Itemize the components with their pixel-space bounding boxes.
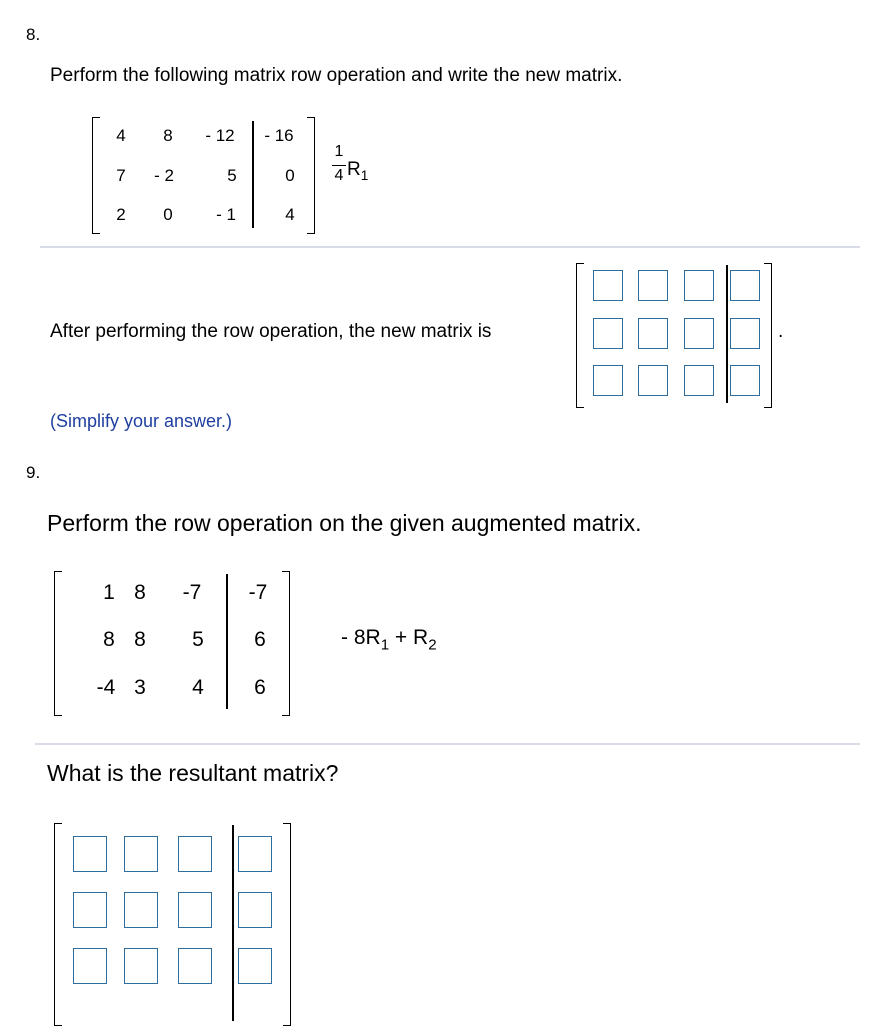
answer-input[interactable] <box>684 365 714 396</box>
divider <box>35 743 860 745</box>
answer-input[interactable] <box>73 948 107 984</box>
matrix-cell: -7 <box>248 581 268 604</box>
left-bracket <box>576 263 584 408</box>
augment-bar <box>232 825 234 1021</box>
matrix-cell: 5 <box>192 628 204 651</box>
question-8-number: 8. <box>26 25 41 44</box>
answer-input[interactable] <box>638 365 668 396</box>
answer-input[interactable] <box>238 948 272 984</box>
fraction-denominator: 4 <box>334 167 344 184</box>
answer-input[interactable] <box>593 365 623 396</box>
matrix-cell: 0 <box>163 205 173 224</box>
fraction-bar <box>332 165 346 166</box>
left-bracket <box>92 117 100 234</box>
left-bracket <box>54 823 62 1026</box>
question-9-answer-prompt: What is the resultant matrix? <box>47 760 339 786</box>
divider <box>40 246 860 248</box>
matrix-cell: 8 <box>163 126 173 145</box>
row-var: R <box>347 159 361 180</box>
matrix-cell: 2 <box>116 205 126 224</box>
answer-input[interactable] <box>638 318 668 349</box>
right-bracket <box>764 263 772 408</box>
row-op-term2: + R <box>389 626 429 649</box>
answer-input[interactable] <box>124 948 158 984</box>
row-op-sub2: 2 <box>428 636 437 654</box>
question-9-number: 9. <box>26 463 41 482</box>
augment-bar <box>226 574 228 709</box>
answer-input[interactable] <box>124 892 158 928</box>
answer-input[interactable] <box>178 948 212 984</box>
matrix-cell: 0 <box>285 166 295 185</box>
matrix-cell: 3 <box>134 676 146 699</box>
answer-input[interactable] <box>238 836 272 872</box>
augment-bar <box>726 265 728 403</box>
question-8-prompt: Perform the following matrix row operation and write the new matrix. <box>50 65 623 86</box>
answer-input[interactable] <box>178 892 212 928</box>
matrix-cell: - 1 <box>216 205 236 224</box>
row-label <box>347 159 368 183</box>
answer-input[interactable] <box>73 836 107 872</box>
answer-input[interactable] <box>73 892 107 928</box>
matrix-cell: - 16 <box>264 126 294 145</box>
matrix-cell: 7 <box>116 166 126 185</box>
question-9-row-operation <box>341 626 437 653</box>
matrix-cell: 8 <box>103 628 115 651</box>
answer-input[interactable] <box>638 270 668 301</box>
answer-input[interactable] <box>730 318 760 349</box>
answer-input[interactable] <box>124 836 158 872</box>
question-8-answer-prompt: After performing the row operation, the new matrix is <box>50 321 492 342</box>
answer-input[interactable] <box>593 318 623 349</box>
answer-input[interactable] <box>730 365 760 396</box>
matrix-cell: - 2 <box>154 166 174 185</box>
matrix-cell: -4 <box>96 676 116 699</box>
answer-input[interactable] <box>730 270 760 301</box>
answer-period: . <box>778 321 784 342</box>
matrix-cell: 1 <box>103 581 115 604</box>
answer-input[interactable] <box>178 836 212 872</box>
row-op-sub1: 1 <box>380 636 390 654</box>
answer-input[interactable] <box>238 892 272 928</box>
matrix-cell: 6 <box>254 676 266 699</box>
matrix-cell: 5 <box>227 166 237 185</box>
matrix-cell: 4 <box>192 676 204 699</box>
answer-input[interactable] <box>684 318 714 349</box>
answer-input[interactable] <box>593 270 623 301</box>
matrix-cell: 4 <box>116 126 126 145</box>
matrix-cell: - 12 <box>205 126 235 145</box>
row-op-term1: - 8R <box>341 626 381 649</box>
matrix-cell: 4 <box>285 205 295 224</box>
right-bracket <box>282 571 290 716</box>
left-bracket <box>54 571 62 716</box>
matrix-cell: 6 <box>254 628 266 651</box>
answer-input[interactable] <box>684 270 714 301</box>
matrix-cell: 8 <box>134 628 146 651</box>
right-bracket <box>307 117 315 234</box>
fraction-numerator: 1 <box>334 143 344 160</box>
right-bracket <box>283 823 291 1026</box>
question-8-hint: (Simplify your answer.) <box>50 411 233 431</box>
matrix-cell: 8 <box>134 581 146 604</box>
question-9-prompt: Perform the row operation on the given augmented matrix. <box>47 510 642 536</box>
matrix-cell: -7 <box>182 581 202 604</box>
row-subscript: 1 <box>360 167 369 183</box>
